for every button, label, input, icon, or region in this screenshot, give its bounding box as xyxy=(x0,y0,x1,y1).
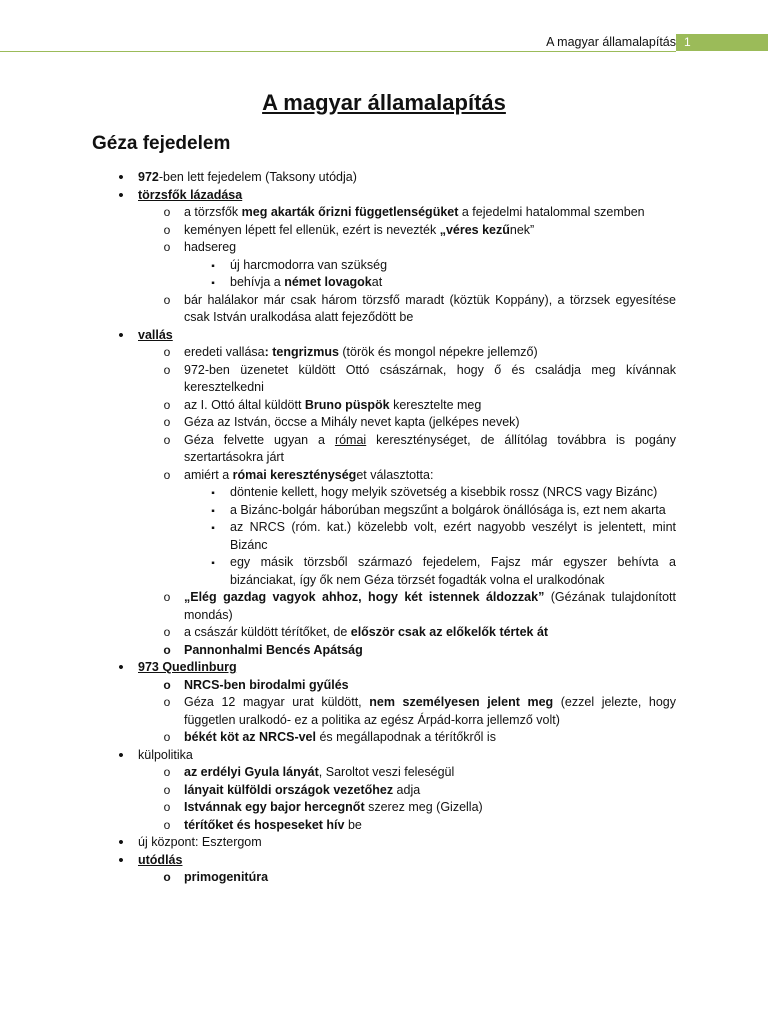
item-text: et választotta: xyxy=(356,467,434,482)
list-item xyxy=(92,729,676,747)
item-text: először csak az előkelők tértek át xyxy=(350,625,549,639)
circle-bullet-icon xyxy=(160,239,174,257)
circle-bullet-icon xyxy=(160,624,174,642)
item-text: amiért a xyxy=(184,467,233,482)
list-item xyxy=(92,362,676,397)
list-item xyxy=(92,782,676,800)
list-item xyxy=(92,659,676,677)
item-text: (török és mongol népekre jellemző) xyxy=(338,345,538,359)
item-text: nek” xyxy=(509,222,535,237)
item-text: a császár küldött térítőket, de xyxy=(184,625,351,639)
circle-bullet-icon xyxy=(160,432,174,450)
circle-bullet-icon xyxy=(160,694,174,712)
list-item xyxy=(92,554,676,589)
item-text: békét köt az NRCS-vel xyxy=(184,730,316,744)
item-text: az I. Ottó által küldött xyxy=(184,397,305,412)
section-heading: Géza fejedelem xyxy=(92,133,231,154)
item-text: primogenitúra xyxy=(184,870,269,884)
item-text: döntenie kellett, hogy melyik szövetség a kisebbik rossz (NRCS vagy Bizánc) xyxy=(230,485,658,499)
item-text: római kereszténység xyxy=(232,467,357,482)
list-item xyxy=(92,257,676,275)
list-item xyxy=(92,484,676,502)
item-text: : tengrizmus xyxy=(264,345,339,359)
item-text: , Saroltot veszi feleségül xyxy=(318,765,455,779)
item-text: hadsereg xyxy=(184,240,237,254)
item-text: at xyxy=(371,275,383,289)
item-text: behívja a xyxy=(230,275,285,289)
item-text: római xyxy=(334,432,367,447)
item-text: (ezzel jelezte, hogy független uralkodó- ez a politika az egész Árpád-korra jellemző volt) xyxy=(184,695,676,727)
circle-bullet-icon xyxy=(160,292,174,310)
list-item xyxy=(92,519,676,554)
bullet-icon xyxy=(114,187,128,206)
item-text: keményen lépett fel ellenük, ezért is nevezték xyxy=(184,222,440,237)
item-text: a törzsfők xyxy=(184,205,242,219)
item-text: „Elég gazdag vagyok ahhoz, hogy két istennek áldozzak” xyxy=(184,590,545,604)
list-item xyxy=(92,239,676,257)
list-item xyxy=(92,624,676,642)
circle-bullet-icon xyxy=(160,222,174,240)
item-text: a Bizánc-bolgár háborúban megszűnt a bolgárok önállósága is, ezt nem akarta xyxy=(230,502,666,517)
item-text: nem személyesen jelent meg xyxy=(369,695,554,709)
item-text: a fejedelmi hatalommal szemben xyxy=(458,205,645,219)
item-text: NRCS-ben birodalmi gyűlés xyxy=(184,677,349,692)
circle-bullet-icon xyxy=(160,799,174,817)
list-item xyxy=(92,414,676,432)
list-item xyxy=(92,764,676,782)
item-text: (Gézának tulajdonított mondás) xyxy=(184,590,676,622)
list-item xyxy=(92,677,676,695)
header-rule xyxy=(0,51,676,52)
item-text: Istvánnak egy bajor hercegnőt xyxy=(184,800,365,814)
item-text: külpolitika xyxy=(138,747,193,762)
list-item xyxy=(92,589,676,624)
list-item xyxy=(92,204,676,222)
circle-bullet-icon xyxy=(160,817,174,835)
item-text: „véres kezű xyxy=(439,222,510,237)
outline-list xyxy=(92,169,676,887)
document-title: A magyar államalapítás xyxy=(262,90,506,115)
bullet-icon xyxy=(114,747,128,766)
list-item xyxy=(92,432,676,467)
item-text: Géza 12 magyar urat küldött, xyxy=(184,695,370,709)
circle-bullet-icon xyxy=(160,764,174,782)
item-text: egy másik törzsből származó fejedelem, Fajsz már egyszer behívta a bizánciakat, így ők nem Géza törzsét fogadták volna el uralkodónak xyxy=(230,555,676,587)
circle-bullet-icon xyxy=(160,869,174,887)
item-text: be xyxy=(344,817,362,832)
circle-bullet-icon xyxy=(160,642,174,660)
circle-bullet-icon xyxy=(160,397,174,415)
list-item xyxy=(92,274,676,292)
square-bullet-icon xyxy=(206,502,220,521)
item-text: 972-ben üzenetet küldött Ottó császárnak, hogy ő és családja meg kívánnak keresztelkedni xyxy=(184,362,676,394)
list-item xyxy=(92,467,676,485)
item-text: 972 xyxy=(138,170,159,184)
list-item xyxy=(92,397,676,415)
item-text: új harcmodorra van szükség xyxy=(230,257,388,272)
list-item xyxy=(92,222,676,240)
bullet-icon xyxy=(114,169,128,188)
square-bullet-icon xyxy=(206,274,220,293)
running-header-title: A magyar államalapítás xyxy=(546,35,676,49)
item-text: Géza felvette ugyan a xyxy=(184,432,335,447)
item-text: eredeti vallása xyxy=(184,345,265,359)
circle-bullet-icon xyxy=(160,782,174,800)
circle-bullet-icon xyxy=(160,467,174,485)
circle-bullet-icon xyxy=(160,344,174,362)
square-bullet-icon xyxy=(206,519,220,538)
item-text: térítőket és hospeseket hív xyxy=(184,817,345,832)
item-text: bár halálakor már csak három törzsfő maradt (köztük Koppány), a törzsek egyesítése csak István uralkodása alatt fejeződött be xyxy=(184,292,676,324)
item-text: Géza az István, öccse a Mihály nevet kapta (jelképes nevek) xyxy=(184,415,520,429)
circle-bullet-icon xyxy=(160,677,174,695)
bullet-icon xyxy=(114,834,128,853)
circle-bullet-icon xyxy=(160,204,174,222)
bullet-icon xyxy=(114,852,128,871)
item-text: meg akarták őrizni függetlenségüket xyxy=(241,205,459,219)
circle-bullet-icon xyxy=(160,362,174,380)
list-item xyxy=(92,344,676,362)
item-text: törzsfők lázadása xyxy=(138,187,243,202)
list-item xyxy=(92,834,676,852)
circle-bullet-icon xyxy=(160,414,174,432)
square-bullet-icon xyxy=(206,554,220,573)
list-item xyxy=(92,817,676,835)
item-text: keresztelte meg xyxy=(389,397,482,412)
item-text: és megállapodnak a térítőkről is xyxy=(315,730,496,744)
item-text: az erdélyi Gyula lányát xyxy=(184,765,319,779)
list-item xyxy=(92,169,676,187)
item-text: utódlás xyxy=(138,852,183,867)
list-item xyxy=(92,292,676,327)
item-text: új központ: Esztergom xyxy=(138,835,262,849)
bullet-icon xyxy=(114,327,128,346)
list-item xyxy=(92,187,676,205)
item-text: adja xyxy=(393,782,421,797)
item-text: -ben lett fejedelem (Taksony utódja) xyxy=(158,170,357,184)
bullet-icon xyxy=(114,659,128,678)
list-item xyxy=(92,852,676,870)
circle-bullet-icon xyxy=(160,589,174,607)
item-text: német lovagok xyxy=(284,275,372,289)
circle-bullet-icon xyxy=(160,729,174,747)
item-text: Pannonhalmi Bencés Apátság xyxy=(184,642,363,657)
list-item xyxy=(92,642,676,660)
list-item xyxy=(92,327,676,345)
list-item xyxy=(92,694,676,729)
item-text: 973 Quedlinburg xyxy=(138,660,237,674)
list-item xyxy=(92,799,676,817)
list-item xyxy=(92,747,676,765)
item-text: az NRCS (róm. kat.) közelebb volt, ezért nagyobb veszélyt is jelentett, mint Bizánc xyxy=(230,520,676,552)
item-text: szerez meg (Gizella) xyxy=(364,800,483,814)
square-bullet-icon xyxy=(206,484,220,503)
list-item xyxy=(92,502,676,520)
item-text: kereszténységet, de állítólag továbbra is pogány szertartásokra járt xyxy=(184,432,676,464)
item-text: Bruno püspök xyxy=(304,397,390,412)
item-text: lányait külföldi országok vezetőhez xyxy=(184,782,394,797)
square-bullet-icon xyxy=(206,257,220,276)
page-number-badge: 1 xyxy=(676,34,768,51)
item-text: vallás xyxy=(138,327,173,342)
list-item xyxy=(92,869,676,887)
